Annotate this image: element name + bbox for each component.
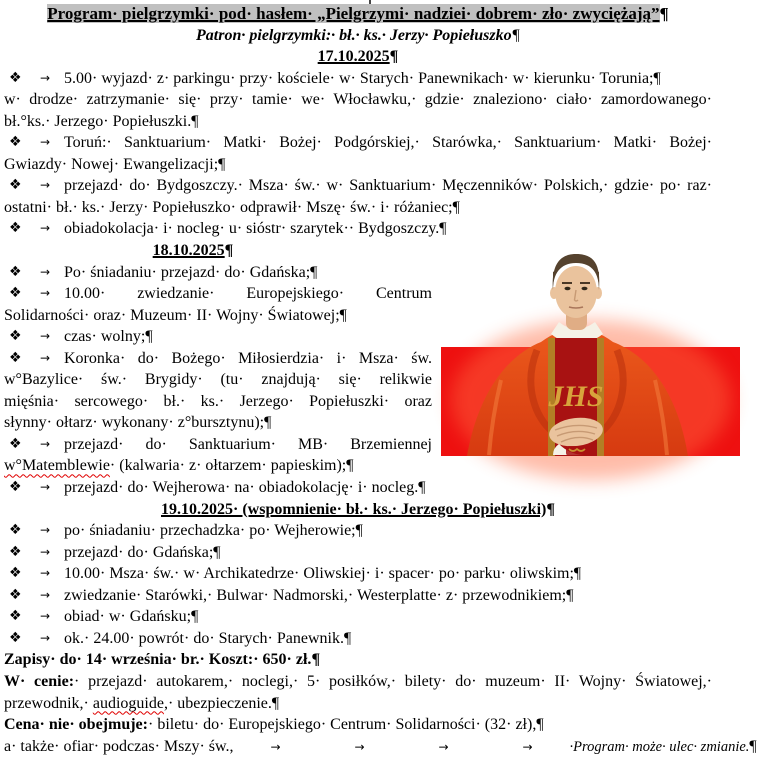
doc-line: [4, 111, 712, 133]
bullet-icon: ❖: [9, 134, 22, 151]
tab-arrow-icon: →: [438, 739, 449, 754]
text-run: ok.· 24.00· powrót· do· Starych· Panewnik.: [64, 629, 344, 647]
doc-line: [4, 455, 432, 477]
text-run: 18.10.2025: [152, 242, 225, 260]
pilcrow-mark: ¶: [191, 608, 199, 626]
text-run: w°Bazylice· św.· Brygidy· (tu· znajdują· się· relikwie: [4, 371, 432, 389]
doc-line: [4, 369, 432, 391]
doc-line: [4, 499, 712, 521]
text-run: 5.00· wyjazd· z· parkingu· przy· kościele· w· Starych· Panewnikach· w· kierunku· Torunia;: [64, 69, 654, 87]
doc-line: [4, 693, 712, 715]
program-list-item: [4, 628, 712, 650]
program-list-item: [4, 326, 432, 348]
tab-arrow-icon: →: [40, 221, 51, 236]
bullet-icon: ❖: [9, 220, 22, 237]
text-run: przejazd· do· Sanktuarium· MB· Brzemiennej: [64, 435, 432, 453]
bullet-icon: ❖: [9, 328, 22, 345]
text-run: Gwiazdy· Nowej· Ewangelizacji;: [4, 155, 219, 173]
program-list-item: [4, 542, 712, 564]
text-run: czas· wolny;: [64, 328, 146, 346]
bullet-icon: ❖: [9, 586, 22, 603]
text-run: obiad· w· Gdańsku;: [64, 608, 192, 626]
doc-line: [4, 391, 432, 413]
doc-line: [4, 89, 712, 111]
tab-arrow-icon: →: [40, 350, 51, 365]
doc-line: [4, 25, 712, 47]
pilcrow-mark: ¶: [224, 242, 234, 260]
pilcrow-mark: ¶: [566, 586, 574, 604]
pilcrow-mark: ¶: [418, 479, 426, 497]
text-run: a· także· ofiar· podczas· Mszy· św.,: [4, 737, 234, 755]
text-run: przejazd· do· Gdańska;: [64, 543, 214, 561]
doc-line: [4, 671, 712, 693]
tab-arrow-icon: →: [270, 739, 281, 754]
bullet-icon: ❖: [9, 608, 22, 625]
text-run: ·Program· może· ulec· zmianie.: [569, 738, 750, 755]
bullet-icon: ❖: [9, 69, 22, 86]
tab-arrow-icon: →: [522, 739, 533, 754]
pilcrow-mark: ¶: [218, 155, 226, 173]
text-run: Cena· nie· obejmuje:: [4, 716, 148, 734]
pilcrow-mark: ¶: [271, 694, 280, 712]
program-list-item: [4, 262, 432, 284]
tab-arrow-icon: →: [40, 135, 51, 150]
bullet-icon: ❖: [9, 543, 22, 560]
pilcrow-mark: ¶: [573, 565, 582, 583]
pilcrow-mark: ¶: [343, 629, 352, 647]
tab-arrow-icon: →: [40, 286, 51, 301]
tab-arrow-icon: →: [40, 630, 51, 645]
text-run: ostatni· bł.· ks.· Jerzy· Popiełuszko· odprawił· Mszę· św.· i· różaniec;: [4, 198, 453, 216]
text-run: Zapisy· do· 14· września· br.· Koszt:· 650· zł.: [4, 651, 312, 669]
text-run: bł.°ks.· Jerzego· Popiełuszki.: [4, 112, 192, 130]
pilcrow-mark: ¶: [311, 651, 321, 669]
tab-arrow-icon: →: [40, 264, 51, 279]
text-run: 17.10.2025: [317, 48, 390, 66]
text-run: Koronka· do· Bożego· Miłosierdzia· i· Msza· św.: [64, 349, 432, 367]
text-run: przejazd· do· Bydgoszczy.· Msza· św.· w· Sanktuarium· Męczenników· Polskich,· gdzie· po· raz·: [64, 177, 712, 195]
doc-line: [4, 46, 712, 68]
pilcrow-mark: ¶: [346, 457, 354, 475]
program-list-item: [4, 68, 712, 90]
tab-arrow-icon: →: [40, 609, 51, 624]
program-list-item: [4, 132, 712, 154]
bullet-icon: ❖: [9, 479, 22, 496]
pilcrow-mark: ¶: [749, 737, 757, 755]
doc-line: [4, 197, 712, 219]
bullet-icon: ❖: [9, 349, 22, 366]
text-run: audioguide: [92, 694, 164, 712]
text-run: · biletu· do· Europejskiego· Centrum· Solidarności· (32· zł),: [147, 716, 537, 734]
tab-arrow-icon: →: [40, 566, 51, 581]
program-list-item: [4, 283, 432, 305]
text-run: przejazd· do· Wejherowa· na· obiadokolację· i· nocleg.: [64, 479, 419, 497]
doc-line: [4, 736, 757, 758]
pilcrow-mark: ¶: [659, 4, 669, 23]
text-run: obiadokolacja· i· nocleg· u· sióstr· szarytek·· Bydgoszczy.: [64, 220, 440, 238]
program-list-item: [4, 606, 712, 628]
text-run: Patron· pielgrzymki:· bł.· ks.· Jerzy· Popiełuszko: [196, 26, 512, 44]
pilcrow-mark: ¶: [264, 414, 272, 432]
program-list-item: [4, 520, 712, 542]
pilcrow-mark: ¶: [191, 112, 199, 130]
tab-arrow-icon: →: [40, 436, 51, 451]
text-run: Program· pielgrzymki· pod· hasłem· „Pielgrzymi· nadziei· dobrem· zło· zwyciężają”: [47, 4, 660, 23]
pilcrow-mark: ¶: [653, 69, 661, 87]
text-run: 10.00· Msza· św.· w· Archikatedrze· Oliwskiej· i· spacer· po· parku· oliwskim;: [64, 565, 574, 583]
tab-arrow-icon: →: [40, 329, 51, 344]
pilcrow-mark: ¶: [145, 328, 153, 346]
pilcrow-mark: ¶: [339, 306, 347, 324]
text-run: Toruń:· Sanktuarium· Matki· Bożej· Podgórskiej,· Starówka,· Sanktuarium· Matki· Bożej·: [64, 134, 712, 152]
program-list-item: [4, 477, 712, 499]
program-list-item: [4, 563, 712, 585]
tab-arrow-icon: →: [40, 544, 51, 559]
text-run: mięśnia· sercowego· bł.· ks.· Jerzego· Popiełuszki· oraz: [4, 392, 432, 410]
text-run: ,· ubezpieczenie.: [163, 694, 272, 712]
tab-arrow-icon: →: [40, 587, 51, 602]
tab-arrow-icon: →: [40, 70, 51, 85]
doc-line: [4, 240, 382, 262]
program-list-item: [4, 175, 712, 197]
program-list-item: [4, 348, 432, 370]
text-run: W· cenie:: [4, 672, 75, 690]
tab-arrow-icon: →: [40, 523, 51, 538]
portrait-image: [441, 250, 740, 456]
doc-line: [4, 714, 712, 736]
text-run: w°Matemblewie: [4, 457, 110, 475]
text-run: · przejazd· autokarem,· noclegi,· 5· posiłków,· bilety· do· muzeum· II· Wojny· Światowej,·: [74, 672, 713, 690]
bullet-icon: ❖: [9, 285, 22, 302]
text-run: w· drodze· zatrzymanie· się· przy· tamie· we· Włocławku,· gdzie· znaleziono· ciało· zamordowanego·: [4, 91, 712, 109]
doc-line: [4, 412, 432, 434]
pilcrow-mark: ¶: [310, 263, 318, 281]
text-run: po· śniadaniu· przechadzka· po· Wejherowie;: [64, 522, 356, 540]
tab-arrow-icon: →: [40, 178, 51, 193]
jhs-monogram: JHS: [548, 380, 604, 413]
text-run: przewodnik,·: [4, 694, 93, 712]
bullet-icon: ❖: [9, 435, 22, 452]
doc-line: [4, 3, 712, 25]
pilcrow-mark: ¶: [511, 26, 520, 44]
text-run: zwiedzanie· Starówki,· Bulwar· Nadmorski,· Westerplatte· z· przewodnikiem;: [64, 586, 567, 604]
tab-arrow-icon: →: [354, 739, 365, 754]
text-run: słynny· ołtarz· wykonany· z°bursztynu);: [4, 414, 265, 432]
tab-arrow-icon: →: [40, 480, 51, 495]
doc-line: [4, 305, 432, 327]
program-list-item: [4, 434, 432, 456]
bullet-icon: ❖: [9, 263, 22, 280]
pilcrow-mark: ¶: [389, 48, 399, 66]
bullet-icon: ❖: [9, 177, 22, 194]
pilcrow-mark: ¶: [355, 522, 363, 540]
bullet-icon: ❖: [9, 565, 22, 582]
pilcrow-mark: ¶: [439, 220, 447, 238]
bullet-icon: ❖: [9, 629, 22, 646]
pilcrow-mark: ¶: [536, 716, 544, 734]
text-run: Po· śniadaniu· przejazd· do· Gdańska;: [64, 263, 311, 281]
text-run: 10.00· zwiedzanie· Europejskiego· Centrum: [64, 285, 432, 303]
doc-line: [4, 649, 712, 671]
pilcrow-mark: ¶: [546, 500, 555, 518]
pilcrow-mark: ¶: [452, 198, 460, 216]
doc-line: [4, 154, 712, 176]
text-run: Solidarności· oraz· Muzeum· II· Wojny· Światowej;: [4, 306, 340, 324]
pilcrow-mark: ¶: [213, 543, 221, 561]
text-run: · (kalwaria· z· ołtarzem· papieskim);: [109, 457, 347, 475]
bullet-icon: ❖: [9, 522, 22, 539]
program-list-item: [4, 218, 712, 240]
text-run: 19.10.2025· (wspomnienie· bł.· ks.· Jerzego· Popiełuszki): [161, 500, 547, 518]
program-list-item: [4, 585, 712, 607]
